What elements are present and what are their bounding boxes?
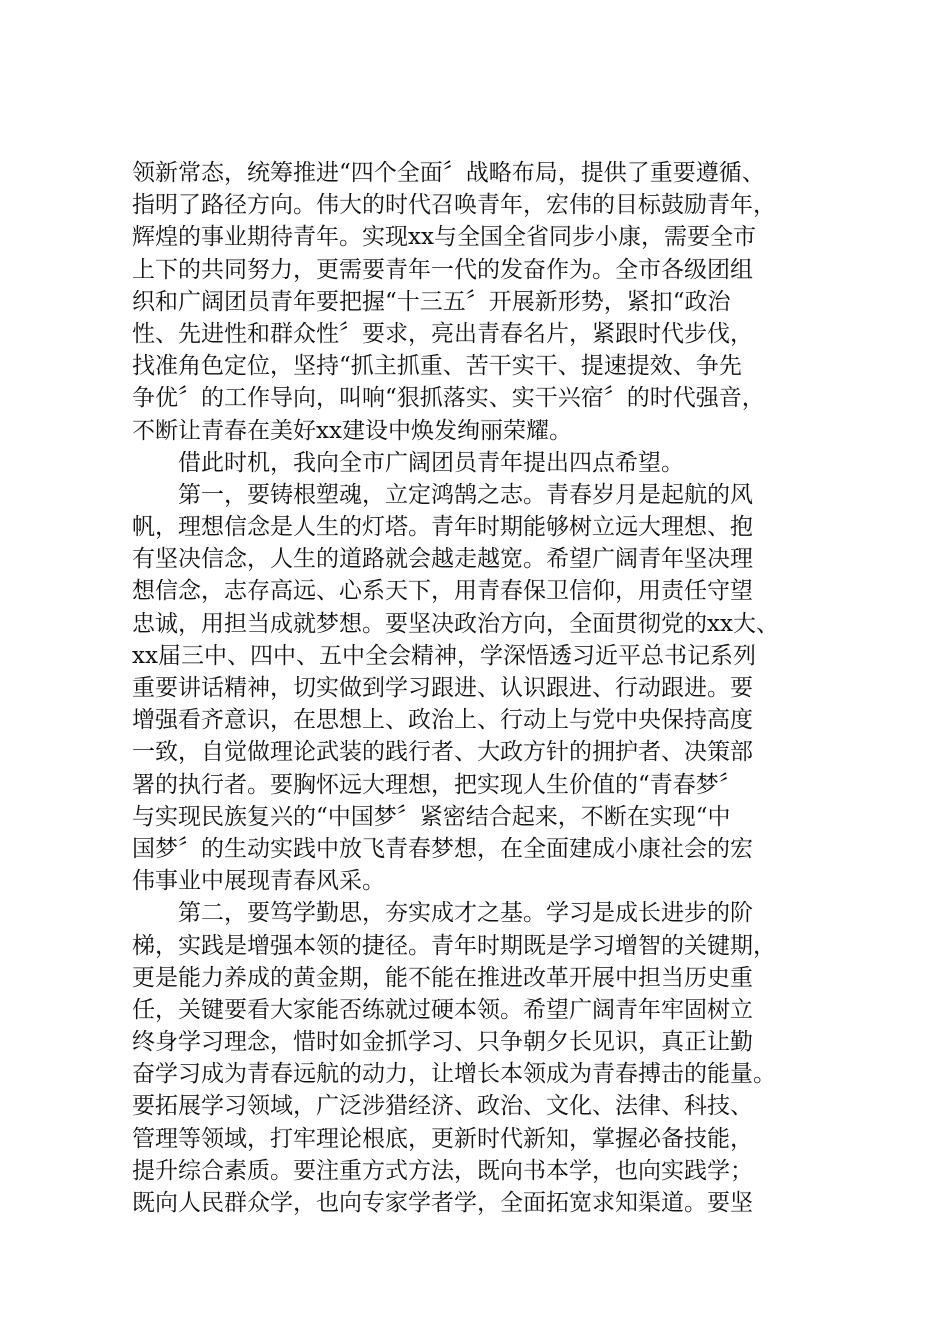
text-line: 领新常态，统筹推进“四个全面〞战略布局，提供了重要遵循、 <box>132 160 765 186</box>
text-line: 署的执行者。要胸怀远大理想，把实现人生价值的“青春梦〞 <box>132 771 742 798</box>
text-line: 性、先进性和群众性〞要求，亮出青春名片，紧跟时代步伐， <box>132 320 753 347</box>
text-line: xx届三中、四中、五中全会精神，学深悟透习近平总书记系列 <box>132 642 756 669</box>
text-line: 任，关键要看大家能否练就过硬本领。希望广阔青年牢固树立 <box>132 996 753 1023</box>
text-line: 帆，理想信念是人生的灯塔。青年时期能够树立远大理想、抱 <box>132 514 753 541</box>
text-line: 有坚决信念，人生的道路就会越走越宽。希望广阔青年坚决理 <box>132 546 753 573</box>
text-line: 增强看齐意识，在思想上、政治上、行动上与党中央保持高度 <box>132 707 753 734</box>
paragraph-first-line: 第一，要铸根塑魂，立定鸿鹄之志。青春岁月是起航的风 <box>178 481 753 508</box>
text-line: 争优〞的工作导向，叫响“狠抓落实、实干兴宿〞的时代强音， <box>132 385 765 412</box>
text-line: 想信念，志存高远、心系天下，用青春保卫信仰，用责任守望 <box>132 578 753 605</box>
text-line: 奋学习成为青春远航的动力，让增长本领成为青春搏击的能量。 <box>132 1061 776 1088</box>
text-line: 忠诚，用担当成就梦想。要坚决政治方向，全面贯彻党的xx大、 <box>132 610 779 637</box>
text-line: 要拓展学习领域，广泛涉猎经济、政治、文化、法律、科技、 <box>132 1093 753 1120</box>
text-line: 与实现民族复兴的“中国梦〞紧密结合起来，不断在实现“中 <box>132 803 731 830</box>
paragraph-first-line: 第二，要笃学勤思，夯实成才之基。学习是成长进步的阶 <box>178 900 753 927</box>
text-line: 提升综合素质。要注重方式方法，既向书本学，也向实践学； <box>132 1157 753 1184</box>
text-line: 终身学习理念，惜时如金抓学习、只争朝夕长见识，真正让勤 <box>132 1029 753 1056</box>
text-line: 一致，自觉做理论武装的践行者、大政方针的拥护者、决策部 <box>132 739 753 766</box>
text-line: 不断让青春在美好xx建设中焕发绚丽荣耀。 <box>132 417 572 444</box>
text-line: 管理等领域，打牢理论根底，更新时代新知，掌握必备技能， <box>132 1125 753 1152</box>
text-line: 梯，实践是增强本领的捷径。青年时期既是学习增智的关键期， <box>132 932 776 959</box>
text-line: 上下的共同努力，更需要青年一代的发奋作为。全市各级团组 <box>132 256 753 283</box>
text-line: 重要讲话精神，切实做到学习跟进、认识跟进、行动跟进。要 <box>132 675 753 701</box>
text-line: 指明了路径方向。伟大的时代召唤青年，宏伟的目标鼓励青年， <box>132 192 776 219</box>
text-line: 既向人民群众学，也向专家学者学，全面拓宽求知渠道。要坚 <box>132 1190 753 1216</box>
text-line: 找准角色定位，坚持“抓主抓重、苦干实干、提速提效、争先 <box>132 353 742 380</box>
document-body <box>132 157 822 1219</box>
paragraph-first-line: 借此时机，我向全市广阔团员青年提出四点希望。 <box>178 449 684 476</box>
text-line: 伟事业中展现青春风采。 <box>132 868 385 895</box>
text-line: 更是能力养成的黄金期，能不能在推进改革开展中担当历史重 <box>132 964 753 991</box>
text-line: 织和广阔团员青年要把握“十三五〞开展新形势，紧扣“政治 <box>132 288 731 315</box>
text-line: 国梦〞的生动实践中放飞青春梦想，在全面建成小康社会的宏 <box>132 835 753 862</box>
text-line: 辉煌的事业期待青年。实现xx与全国全省同步小康，需要全市 <box>132 224 756 251</box>
